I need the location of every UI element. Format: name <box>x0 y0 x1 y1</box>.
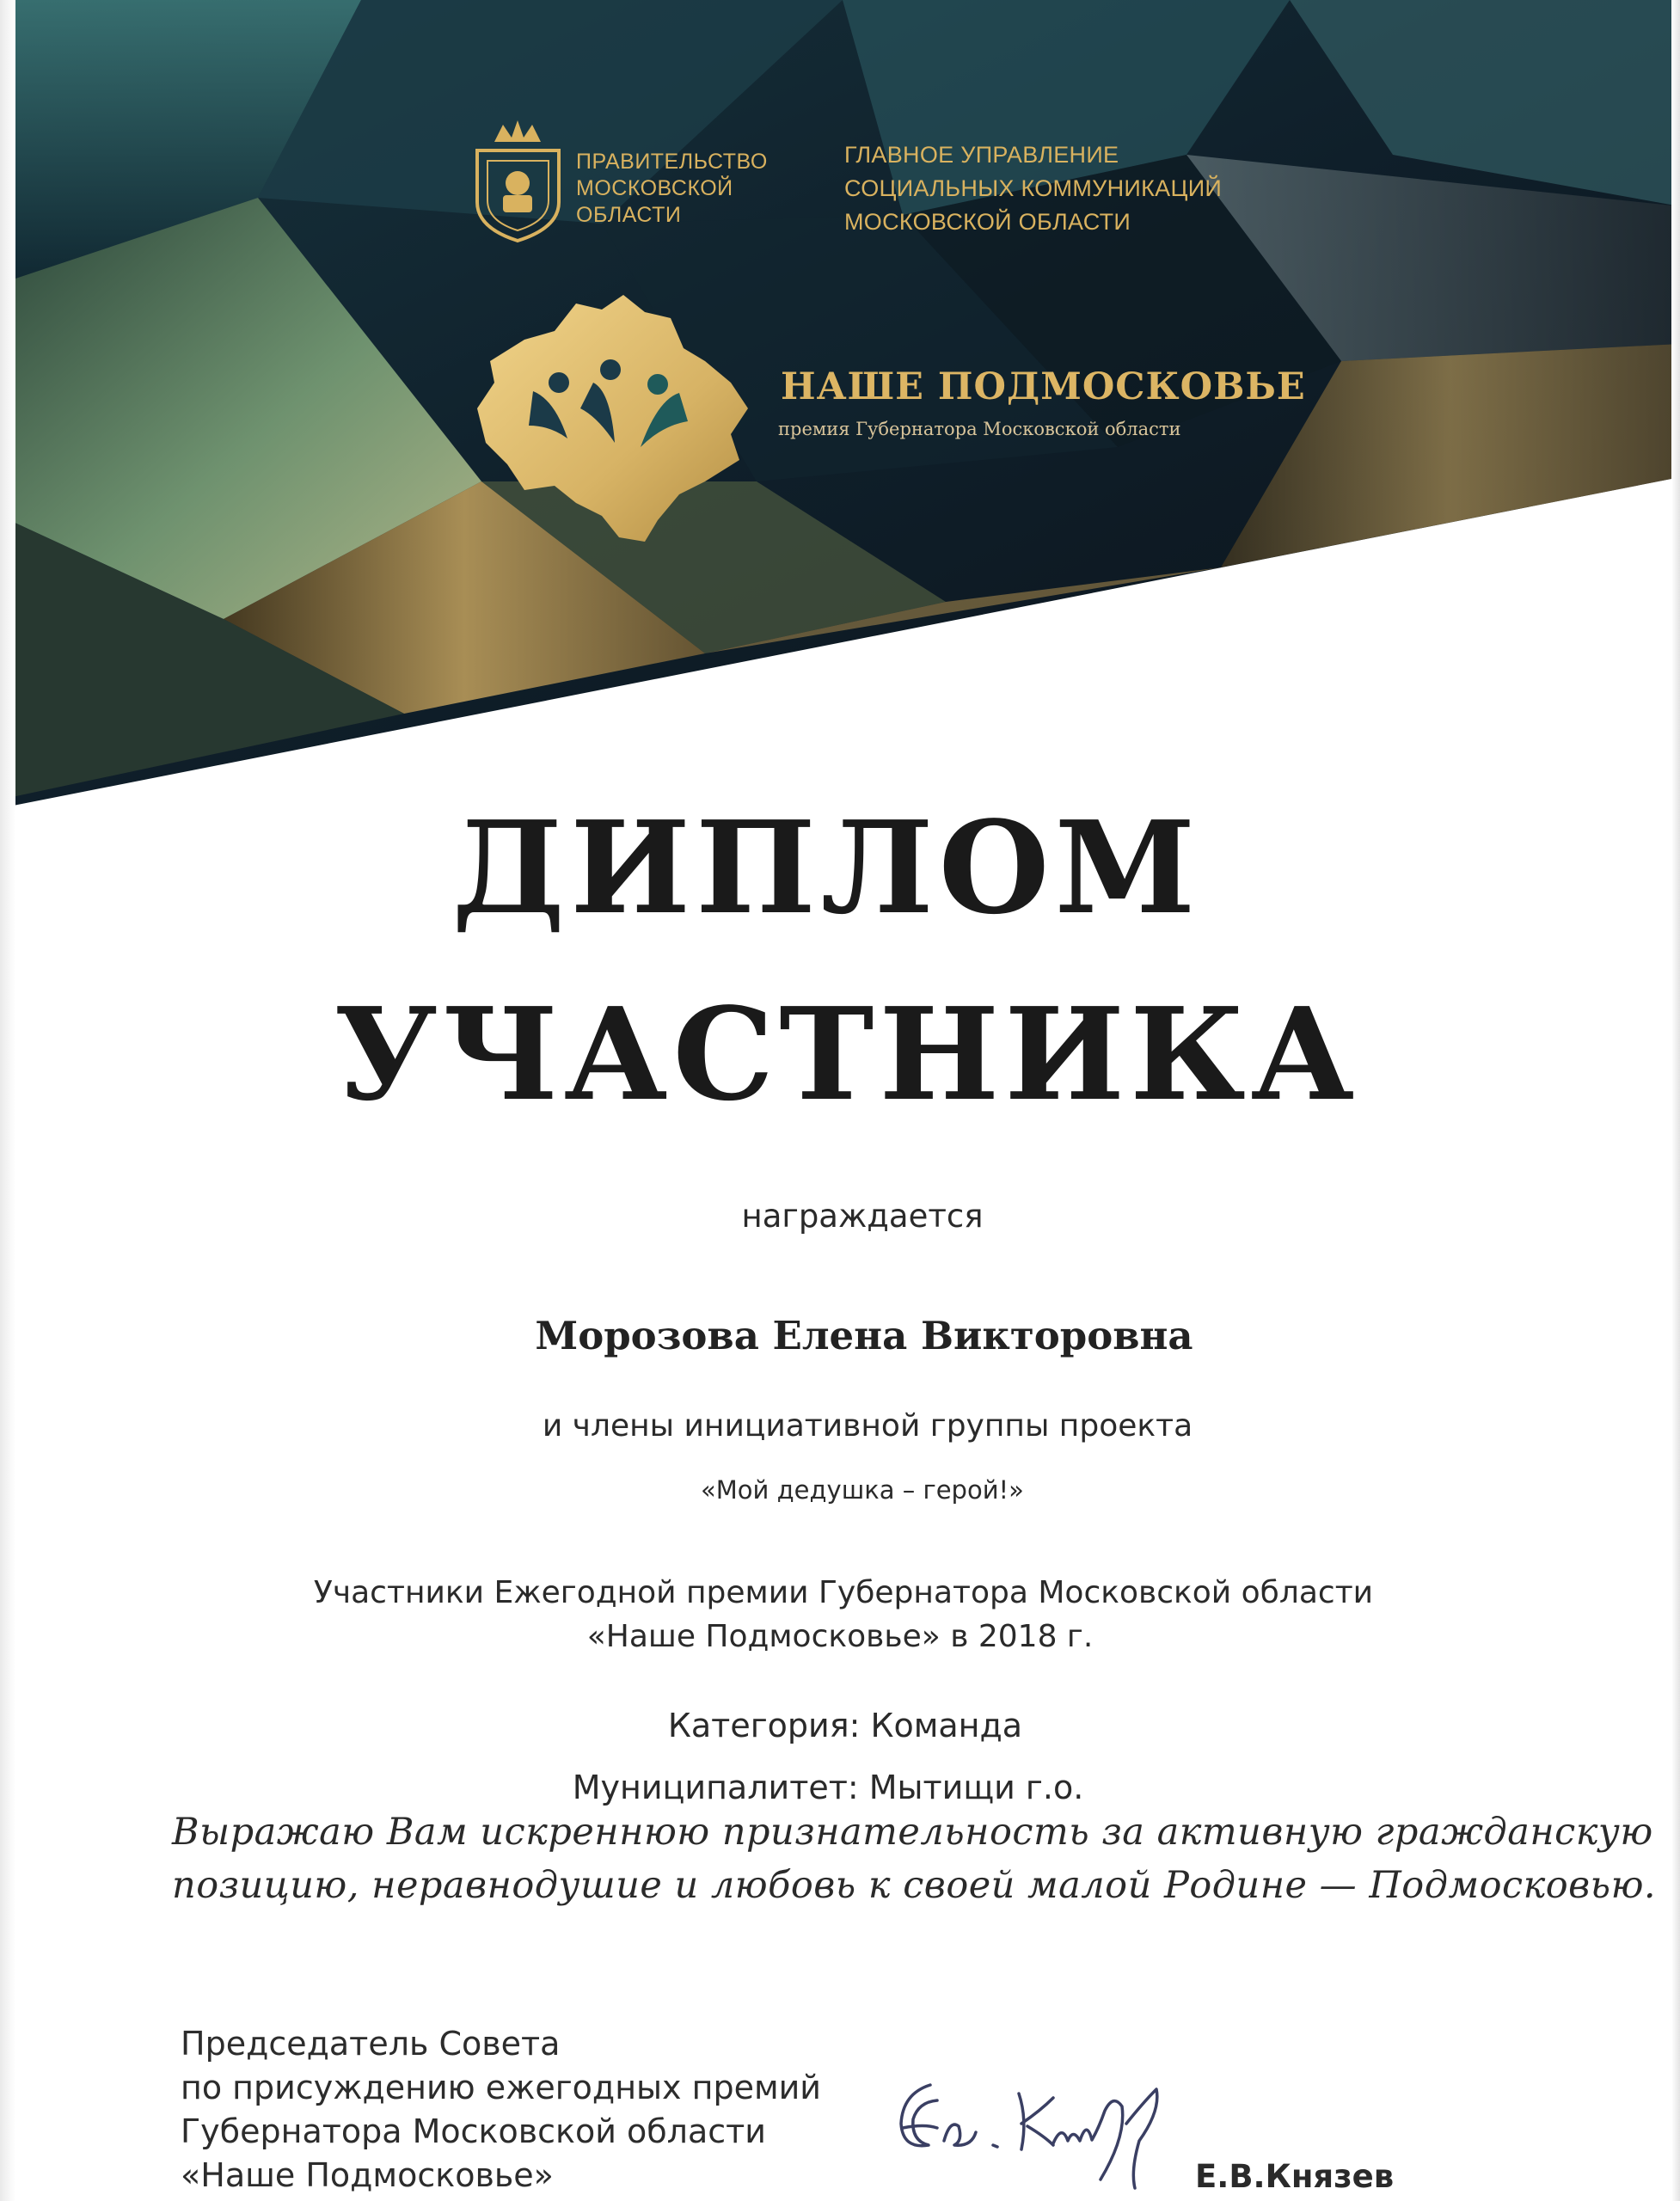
award-title: НАШЕ ПОДМОСКОВЬЕ <box>781 365 1306 408</box>
coat-of-arms-icon <box>469 116 567 245</box>
government-name <box>576 149 768 229</box>
department-name <box>844 138 1222 239</box>
chair-line: Председатель Совета <box>181 2025 561 2063</box>
diploma-title-line2: УЧАСТНИКА <box>334 979 1360 1129</box>
moscow-region-map-icon <box>473 288 757 546</box>
participants-line1: Участники Ежегодной премии Губернатора Московской области <box>313 1575 1374 1610</box>
handwritten-signature <box>877 2059 1186 2201</box>
awarded-text: награждается <box>741 1198 984 1235</box>
participants-line2: «Наше Подмосковье» в 2018 г. <box>586 1619 1094 1654</box>
recipient-name: Морозова Елена Викторовна <box>535 1313 1193 1358</box>
chair-line: «Наше Подмосковье» <box>181 2156 554 2194</box>
department-line: МОСКОВСКОЙ ОБЛАСТИ <box>844 209 1131 235</box>
government-line: ПРАВИТЕЛЬСТВО <box>576 150 768 174</box>
award-subtitle: премия Губернатора Московской области <box>778 419 1181 439</box>
gratitude-line1: Выражаю Вам искреннюю признательность за активную гражданскую <box>172 1811 1653 1854</box>
department-line: ГЛАВНОЕ УПРАВЛЕНИЕ <box>844 142 1119 168</box>
department-line: СОЦИАЛЬНЫХ КОММУНИКАЦИЙ <box>844 175 1223 201</box>
members-text: и члены инициативной группы проекта <box>542 1408 1193 1444</box>
category-text: Категория: Команда <box>667 1707 1023 1744</box>
project-name: «Мой дедушка – герой!» <box>701 1475 1024 1505</box>
gratitude-line2: позицию, неравнодушие и любовь к своей малой Родине — Подмосковью. <box>172 1864 1657 1907</box>
signer-name: Е.В.Князев <box>1195 2158 1395 2195</box>
chair-line: по присуждению ежегодных премий <box>181 2069 822 2106</box>
government-line: МОСКОВСКОЙ <box>576 176 733 200</box>
diploma-title-line1: ДИПЛОМ <box>451 793 1201 942</box>
government-line: ОБЛАСТИ <box>576 203 682 227</box>
municipality-text: Муниципалитет: Мытищи г.о. <box>572 1769 1084 1806</box>
chair-title <box>181 2022 821 2198</box>
chair-line: Губернатора Московской области <box>181 2112 766 2150</box>
